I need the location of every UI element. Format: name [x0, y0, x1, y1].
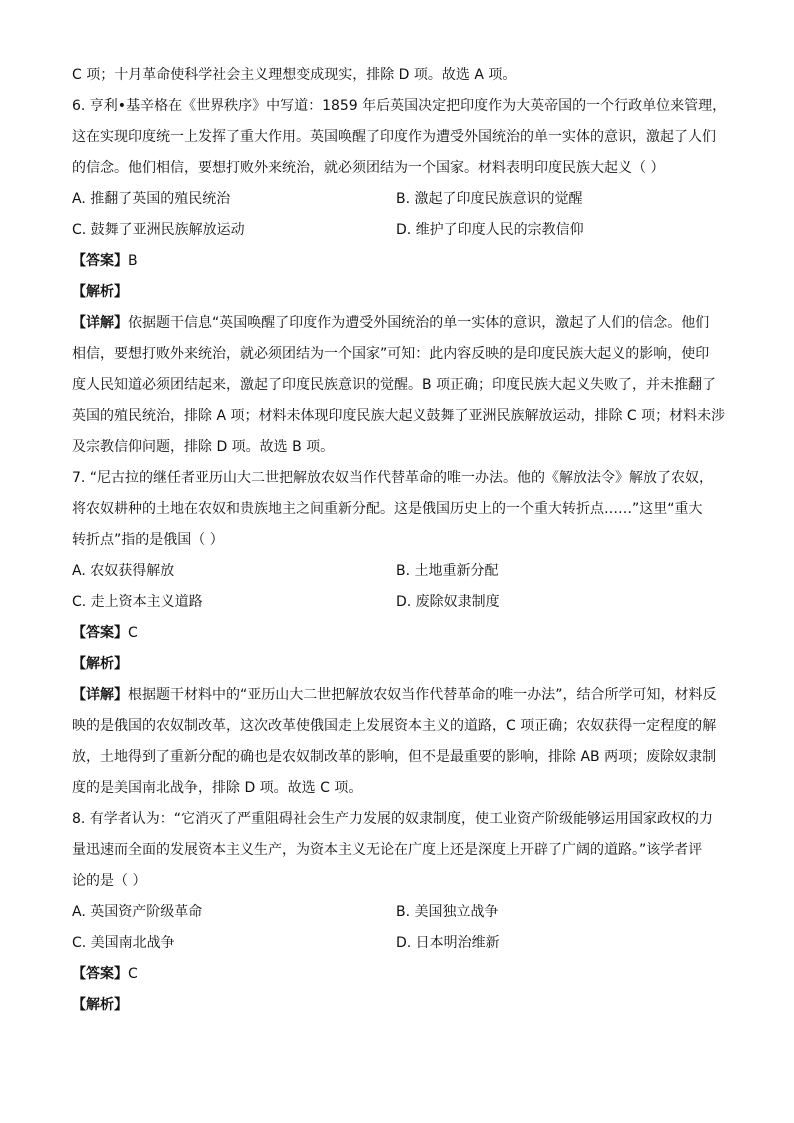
q6-analysis	[72, 277, 724, 308]
text-line: 转折点”指的是俄国（ ）	[72, 532, 224, 548]
text-line: 量迅速而全面的发展资本主义生产，为资本主义无论在广度上还是深度上开辟了广阔的道路。”该学者评	[72, 842, 703, 858]
q7-option-d: D. 废除奴隶制度	[396, 594, 500, 610]
text-line: 映的是俄国的农奴制改革，这次改革使俄国走上发展资本主义的道路，C 项正确；农奴获得一定程度的解	[72, 718, 717, 734]
q7-detail	[72, 680, 724, 711]
answer-label: 【答案】	[72, 253, 128, 269]
detail-label: 【详解】	[72, 315, 128, 331]
q6-option-a: A. 推翻了英国的殖民统治	[72, 191, 231, 207]
q8-answer	[72, 959, 724, 990]
q8-analysis	[72, 990, 724, 1021]
text-line: 的信念。他们相信，要想打败外来统治，就必须团结为一个国家。材料表明印度民族大起义（ ）	[72, 160, 665, 176]
detail-text: 依据题干信息“英国唤醒了印度作为遭受外国统治的单一实体的意识，激起了人们的信念。他们	[128, 315, 710, 331]
text-line: 这在实现印度统一上发挥了重大作用。英国唤醒了印度作为遭受外国统治的单一实体的意识，激起了人们	[72, 129, 716, 145]
text-line: 论的是（ ）	[72, 873, 147, 889]
document-page	[72, 60, 727, 1021]
q8-option-c: C. 美国南北战争	[72, 935, 175, 951]
question-8-stem: 8. 有学者认为：“它消灭了严重阻碍社会生产力发展的奴隶制度，使工业资产阶级能够运用国家政权的力	[72, 811, 714, 827]
q8-option-a: A. 英国资产阶级革命	[72, 904, 203, 920]
q6-options-row-1	[72, 184, 724, 215]
q8-options-row-2	[72, 928, 724, 959]
text-line: 度人民知道必须团结起来，激起了印度民族意识的觉醒。B 项正确；印度民族大起义失败了，并未推翻了	[72, 377, 717, 393]
q6-option-d: D. 维护了印度人民的宗教信仰	[396, 222, 584, 238]
q7-option-b: B. 土地重新分配	[396, 563, 499, 579]
text-line: C 项；十月革命使科学社会主义理想变成现实，排除 D 项。故选 A 项。	[72, 67, 517, 83]
answer-value: C	[128, 625, 138, 641]
analysis-label: 【解析】	[72, 284, 128, 300]
question-7-stem: 7. “尼古拉的继任者亚历山大二世把解放农奴当作代替革命的唯一办法。他的《解放法令》解放了农奴，	[72, 470, 714, 486]
question-6-stem: 6. 亨利•基辛格在《世界秩序》中写道：1859 年后英国决定把印度作为大英帝国的一个行政单位来管理，	[72, 98, 727, 114]
text-line: 放，土地得到了重新分配的确也是农奴制改革的影响，但不是最重要的影响，排除 AB 两项；废除奴隶制	[72, 749, 717, 765]
detail-label: 【详解】	[72, 687, 128, 703]
q6-detail	[72, 308, 724, 339]
q7-option-a: A. 农奴获得解放	[72, 563, 175, 579]
text-line: 相信，要想打败外来统治，就必须团结为一个国家”可知：此内容反映的是印度民族大起义的影响，使印	[72, 346, 710, 362]
text-line: 度的是美国南北战争，排除 D 项。故选 C 项。	[72, 780, 363, 796]
q8-options-row-1	[72, 897, 724, 928]
analysis-label: 【解析】	[72, 656, 128, 672]
text-line: 及宗教信仰问题，排除 D 项。故选 B 项。	[72, 439, 335, 455]
q6-options-row-2	[72, 215, 724, 246]
q8-option-d: D. 日本明治维新	[396, 935, 500, 951]
q6-option-b: B. 激起了印度民族意识的觉醒	[396, 191, 583, 207]
q8-option-b: B. 美国独立战争	[396, 904, 499, 920]
answer-label: 【答案】	[72, 625, 128, 641]
q6-answer	[72, 246, 724, 277]
q7-option-c: C. 走上资本主义道路	[72, 594, 203, 610]
answer-value: B	[128, 253, 138, 269]
text-line: 将农奴耕种的土地在农奴和贵族地主之间重新分配。这是俄国历史上的一个重大转折点……”这里“重大	[72, 501, 703, 517]
text-line: 英国的殖民统治，排除 A 项；材料未体现印度民族大起义鼓舞了亚洲民族解放运动，排除 C 项；材料未涉	[72, 408, 726, 424]
q7-analysis	[72, 649, 724, 680]
answer-label: 【答案】	[72, 966, 128, 982]
q7-options-row-2	[72, 587, 724, 618]
q7-options-row-1	[72, 556, 724, 587]
q6-option-c: C. 鼓舞了亚洲民族解放运动	[72, 222, 245, 238]
answer-value: C	[128, 966, 138, 982]
analysis-label: 【解析】	[72, 997, 128, 1013]
detail-text: 根据题干材料中的“亚历山大二世把解放农奴当作代替革命的唯一办法”，结合所学可知，材料反	[128, 687, 717, 703]
q7-answer	[72, 618, 724, 649]
